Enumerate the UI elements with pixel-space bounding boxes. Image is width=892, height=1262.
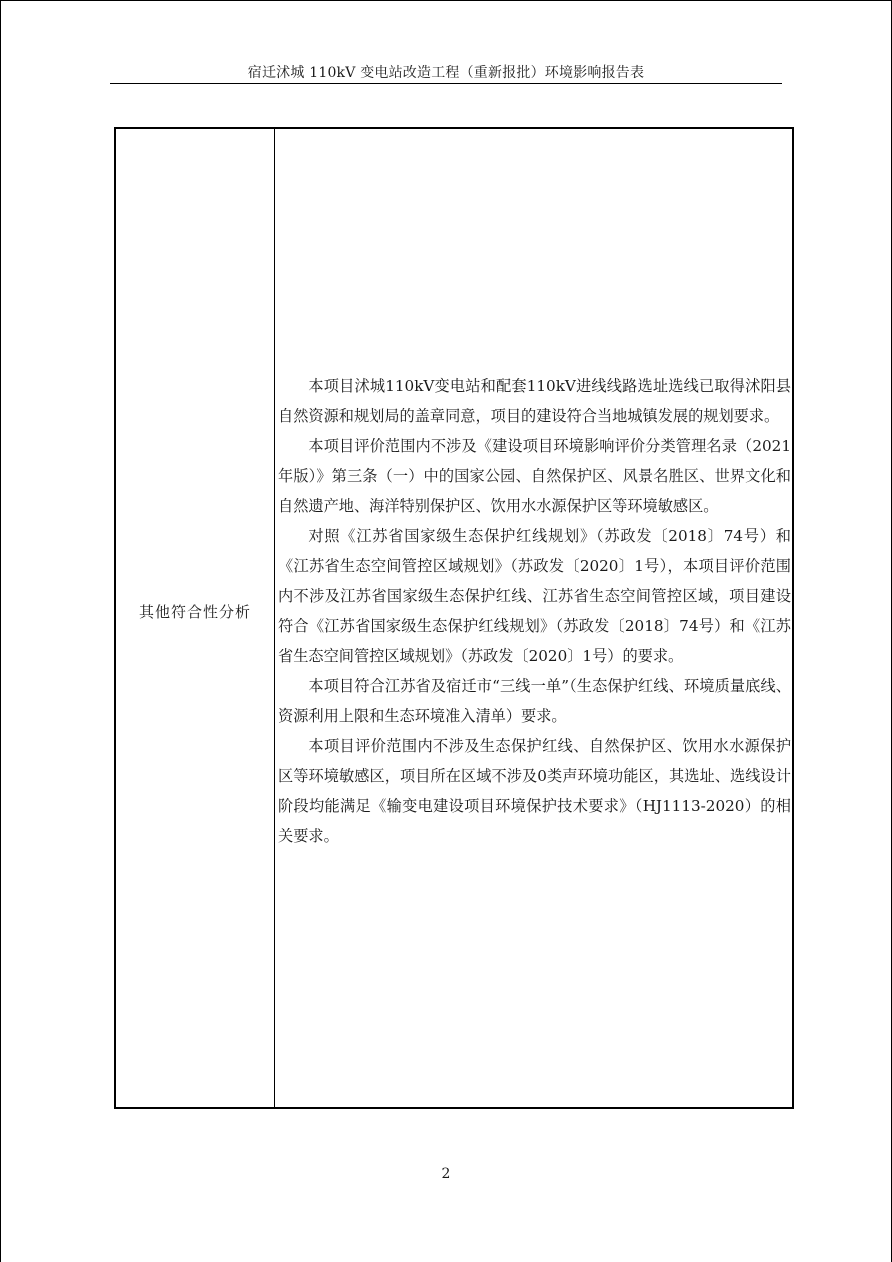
paragraph-planning: 本项目沭城110kV变电站和配套110kV进线线路选址选线已取得沭阳县自然资源和规划局的盖章同意，项目的建设符合当地城镇发展的规划要求。: [278, 377, 791, 425]
paragraph-redline-plan: 对照《江苏省国家级生态保护红线规划》（苏政发〔2018〕74号）和《江苏省生态空间管控区域规划》（苏政发〔2020〕1号），本项目评价范围内不涉及江苏省国家级生态保护红线、江苏省生态空间管控区域，项目建设符合《江苏省国家级生态保护红线规划》（苏政发〔2018〕74号）和《江苏省生态空间管控区域规划》（苏政发〔2020〕1号）的要求。: [278, 527, 791, 665]
content-cell: [275, 129, 792, 1107]
label-cell: [116, 129, 275, 1107]
paragraph-technical-requirements: 本项目评价范围内不涉及生态保护红线、自然保护区、饮用水水源保护区等环境敏感区，项目所在区域不涉及0类声环境功能区，其选址、选线设计阶段均能满足《输变电建设项目环境保护技术要求》（HJ1113-2020）的相关要求。: [278, 737, 791, 845]
page-border-top: [0, 0, 892, 1]
content-body: [278, 371, 791, 851]
header-rule: [110, 83, 782, 84]
paragraph-sensitive-areas: 本项目评价范围内不涉及《建设项目环境影响评价分类管理名录（2021年版）》第三条（一）中的国家公园、自然保护区、风景名胜区、世界文化和自然遗产地、海洋特别保护区、饮用水水源保护区等环境敏感区。: [278, 437, 791, 515]
page-header-title: 宿迁沭城 110kV 变电站改造工程（重新报批）环境影响报告表: [247, 65, 645, 81]
row-label: 其他符合性分析: [138, 602, 251, 621]
page-number: 2: [441, 1166, 451, 1182]
page-border-left: [0, 0, 1, 1262]
analysis-table: [114, 127, 794, 1109]
paragraph-three-lines: 本项目符合江苏省及宿迁市“三线一单”（生态保护红线、环境质量底线、资源利用上限和生态环境准入清单）要求。: [278, 677, 791, 725]
